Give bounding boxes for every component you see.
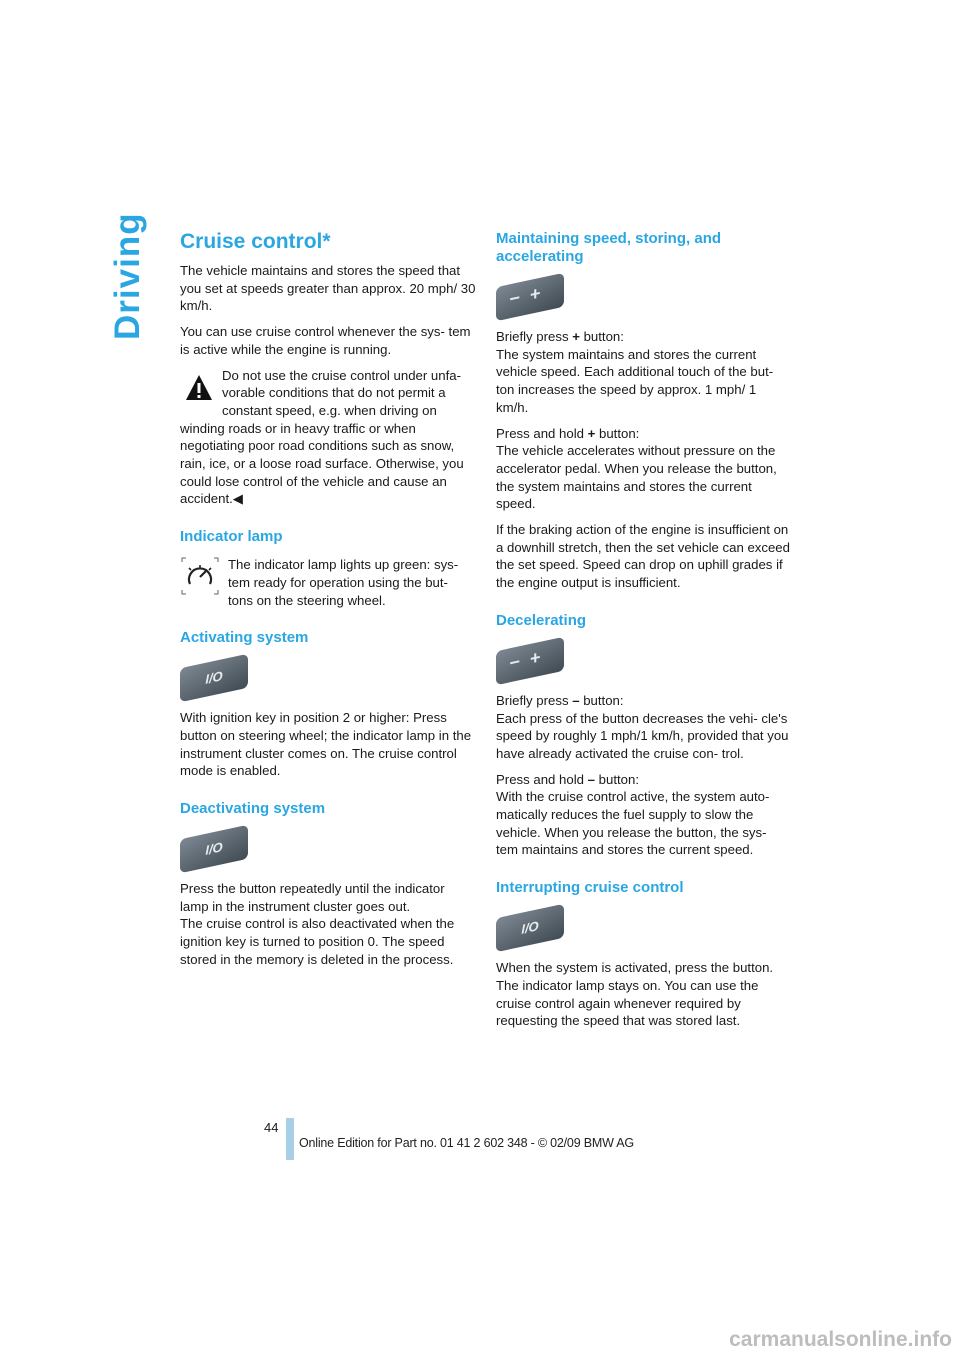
warning-text: Do not use the cruise control under unfa- vorable conditions that do not permit a constant speed, e.g. when driving on winding roads or in heavy traffic or when negotiating poor road conditions such as snow, rain, ice, or a loose road surface. Otherwise, you could lose control of the vehicle and cause an accident.◀ <box>180 367 464 507</box>
interrupting-heading: Interrupting cruise control <box>496 879 684 897</box>
indicator-lamp-section <box>180 528 476 609</box>
brief-minus-text: Each press of the button decreases the vehi- cle's speed by roughly 1 mph/1 km/h, provided that you have already activated the cruise con- trol. <box>496 710 789 761</box>
hold-minus-b: button: <box>594 771 639 787</box>
io-button-image: I/O <box>496 904 564 952</box>
indicator-lamp-heading: Indicator lamp <box>180 528 283 546</box>
deactivating-text-1: Press the button repeatedly until the indicator lamp in the instrument cluster goes out. <box>180 881 445 914</box>
minus-plus-button-image: −+ <box>496 273 564 321</box>
plus-sign: + <box>587 425 596 441</box>
brief-plus-text: The system maintains and stores the current vehicle speed. Each additional touch of the but- ton increases the speed by approx. 1 mph/ 1 km/h. <box>496 346 774 415</box>
watermark: carmanualsonline.info <box>729 1328 952 1351</box>
minus-sign: – <box>587 771 595 787</box>
warning-note <box>180 367 476 509</box>
interrupting-section <box>496 879 792 1030</box>
brief-minus-paragraph <box>496 692 792 763</box>
footer-accent-bar <box>286 1118 294 1160</box>
brief-minus-a: Briefly press <box>496 692 573 708</box>
left-column <box>180 230 476 977</box>
warning-triangle-icon <box>184 373 214 403</box>
hold-minus-a: Press and hold <box>496 771 588 787</box>
activating-section <box>180 629 476 780</box>
cruise-control-lamp-icon <box>180 556 220 596</box>
brief-plus-a: Briefly press <box>496 329 573 344</box>
section-title: Cruise control* <box>180 230 331 253</box>
hold-minus-text: With the cruise control active, the system auto- matically reduces the fuel supply to slow the vehicle. When you release the button, the sys- tem maintains and stores the current speed. <box>496 789 770 858</box>
maintain-heading: Maintaining speed, storing, and accelerating <box>496 230 722 265</box>
footer-edition-text: Online Edition for Part no. 01 41 2 602 348 - © 02/09 BMW AG <box>299 1136 634 1150</box>
intro-paragraph: The vehicle maintains and stores the speed that you set at speeds greater than approx. 20 mph/ 30 km/h. <box>180 263 476 314</box>
right-column <box>496 230 792 1038</box>
io-button-image: I/O <box>180 654 248 702</box>
deactivating-section <box>180 800 476 969</box>
decelerating-heading: Decelerating <box>496 611 587 629</box>
hold-plus-a: Press and hold <box>496 425 588 441</box>
activating-heading: Activating system <box>180 629 309 647</box>
minus-plus-button-image: −+ <box>496 637 564 685</box>
deactivating-heading: Deactivating system <box>180 800 326 818</box>
deactivating-text-2: The cruise control is also deactivated when the ignition key is turned to position 0. The speed stored in the memory is deleted in the process. <box>180 916 455 967</box>
plus-sign: + <box>572 329 580 344</box>
indicator-lamp-row <box>180 556 476 609</box>
io-button-image: I/O <box>180 825 248 873</box>
page-number: 44 <box>264 1120 279 1135</box>
brief-minus-b: button: <box>579 692 624 708</box>
brief-plus-paragraph <box>496 328 792 417</box>
brief-plus-b: button: <box>579 329 624 344</box>
indicator-lamp-text: The indicator lamp lights up green: sys- tem ready for operation using the but- tons on the steering wheel. <box>228 557 459 608</box>
intro-paragraph-2: You can use cruise control whenever the sys- tem is active while the engine is running. <box>180 324 471 357</box>
hold-plus-paragraph <box>496 425 792 514</box>
activating-text: With ignition key in position 2 or higher: Press button on steering wheel; the indicator lamp in the instrument cluster comes on. The cruise control mode is enabled. <box>180 710 472 779</box>
decelerating-section <box>496 612 792 859</box>
interrupting-text: When the system is activated, press the button. The indicator lamp stays on. You can use the cruise control again whenever required by requesting the speed that was stored last. <box>496 960 774 1029</box>
hold-plus-text: The vehicle accelerates without pressure on the accelerator pedal. When you release the button, the system maintains and stores the current speed. <box>496 443 777 512</box>
chapter-title: Driving <box>108 212 147 340</box>
braking-paragraph: If the braking action of the engine is insufficient on a downhill stretch, then the set vehicle can exceed the set speed. Speed can drop on uphill grades if the engine output is insufficient. <box>496 522 790 591</box>
deactivating-text <box>180 880 476 969</box>
hold-minus-paragraph <box>496 771 792 860</box>
hold-plus-b: button: <box>595 425 640 441</box>
minus-sign: – <box>572 692 580 708</box>
